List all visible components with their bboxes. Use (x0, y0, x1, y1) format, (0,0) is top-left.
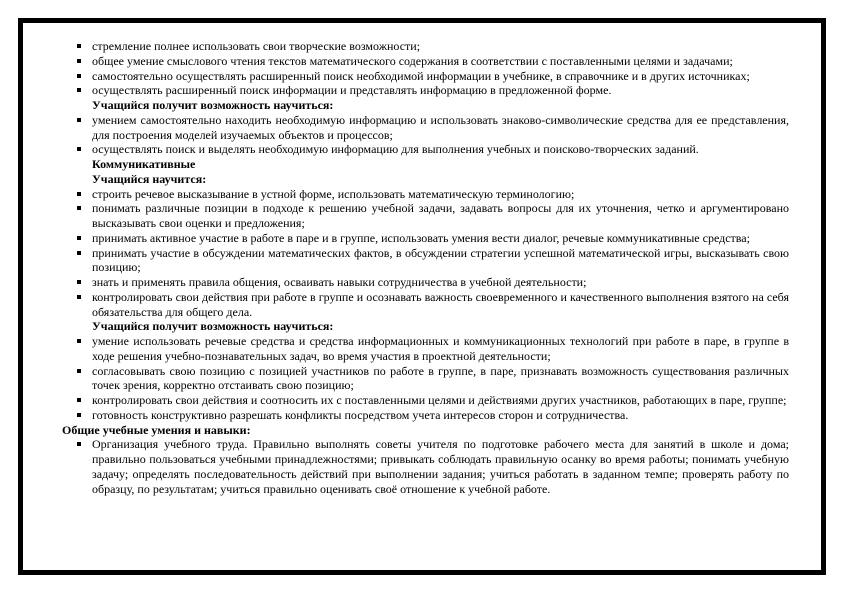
list-item (62, 142, 789, 157)
bullet-icon (77, 59, 81, 63)
section-heading: Коммуникативные (92, 157, 196, 171)
list-item-text: готовность конструктивно разрешать конфликты посредством учета интересов сторон и сотрудничества. (92, 407, 629, 422)
bullet-icon (77, 442, 81, 446)
list-item (62, 187, 789, 202)
list-item (62, 69, 789, 84)
list-item-text: осуществлять расширенный поиск информации и представлять информацию в предложенной форме. (92, 83, 612, 98)
bullet-icon (77, 369, 81, 373)
section-heading: Учащийся получит возможность научиться: (92, 319, 334, 334)
list-item-text: принимать активное участие в работе в паре и в группе, использовать умения вести диалог, речевые коммуникативные средства; (92, 230, 750, 245)
list-item (62, 290, 789, 320)
bullet-icon (77, 74, 81, 78)
list-item-text: знать и применять правила общения, осваивать навыки сотрудничества в учебной деятельности; (92, 275, 587, 289)
list-item (62, 364, 789, 394)
list-item-text: понимать различные позиции в подходе к решению учебной задачи, задавать вопросы для их уточнения, четко и аргументировано высказывать свои оценки и предложения; (92, 201, 789, 230)
list-item-text: осуществлять поиск и выделять необходимую информацию для выполнения учебных и поисково-творческих заданий. (92, 142, 699, 157)
bullet-icon (77, 236, 81, 240)
list-item (62, 231, 789, 246)
list-item-text: принимать участие в обсуждении математических фактов, в обсуждении стратегии успешной математической игры, высказывать свою позицию; (92, 245, 789, 275)
document-content (62, 39, 789, 496)
list-item (62, 393, 789, 408)
bullet-icon (77, 339, 81, 343)
list-item (62, 83, 789, 98)
list-item (62, 275, 789, 290)
list-item-text: умение использовать речевые средства и средства информационных и коммуникационных технологий при работе в паре, в группе в ходе решения учебно-познавательных задач, во время участия в проектной деятельности; (92, 334, 789, 363)
section-heading: Учащийся научится: (92, 171, 207, 186)
bullet-icon (77, 251, 81, 255)
section-heading: Общие учебные умения и навыки: (62, 422, 251, 437)
list-item (62, 334, 789, 364)
list-item (62, 246, 789, 276)
list-item-text: самостоятельно осуществлять расширенный поиск необходимой информации в учебнике, в справочнике и в других источниках; (92, 68, 750, 83)
list-item-text: Организация учебного труда. Правильно выполнять советы учителя по подготовке рабочего места для занятий в школе и дома; правильно пользоваться учебными принадлежностями; привыкать соблюдать правильную осанку во время работы; понимать учебную задачу; определять последовательность действий при выполнении задания; учиться работать в заданном темпе; проверять работу по образцу, по результатам; учиться правильно оценивать своё отношение к учебной работе. (92, 437, 789, 496)
list-item-text: контролировать свои действия при работе в группе и осознавать важность своевременного и качественного выполнения взятого на себя обязательства для общего дела. (92, 289, 789, 319)
list-item (62, 113, 789, 143)
page-border (18, 18, 826, 575)
bullet-icon (77, 44, 81, 48)
bullet-icon (77, 413, 81, 417)
list-item-text: контролировать свои действия и соотносить их с поставленными целями и действиями других участников, работающих в паре, группе; (92, 393, 787, 407)
bullet-icon (77, 398, 81, 402)
list-item-text: стремление полнее использовать свои творческие возможности; (92, 39, 421, 53)
list-item-text: общее умение смыслового чтения текстов математического содержания в соответствии с поставленными целями и задачами; (92, 53, 733, 68)
list-item (62, 408, 789, 423)
bullet-icon (77, 118, 81, 122)
bullet-icon (77, 295, 81, 299)
list-item-text: умением самостоятельно находить необходимую информацию и использовать знаково-символические средства для ее представления, для построения моделей изучаемых объектов и процессов; (92, 112, 789, 142)
bullet-icon (77, 192, 81, 196)
list-item-text: строить речевое высказывание в устной форме, использовать математическую терминологию; (92, 186, 575, 201)
list-item (62, 54, 789, 69)
list-item-text: согласовывать свою позицию с позицией участников по работе в группе, в паре, признавать возможность существования различных точек зрения, корректно отстаивать свою позицию; (92, 363, 789, 393)
list-item (62, 39, 789, 54)
bullet-icon (77, 88, 81, 92)
list-item (62, 201, 789, 231)
bullet-icon (77, 147, 81, 151)
section-heading: Учащийся получит возможность научиться: (92, 98, 334, 112)
bullet-icon (77, 280, 81, 284)
bullet-icon (77, 206, 81, 210)
list-item (62, 437, 789, 496)
